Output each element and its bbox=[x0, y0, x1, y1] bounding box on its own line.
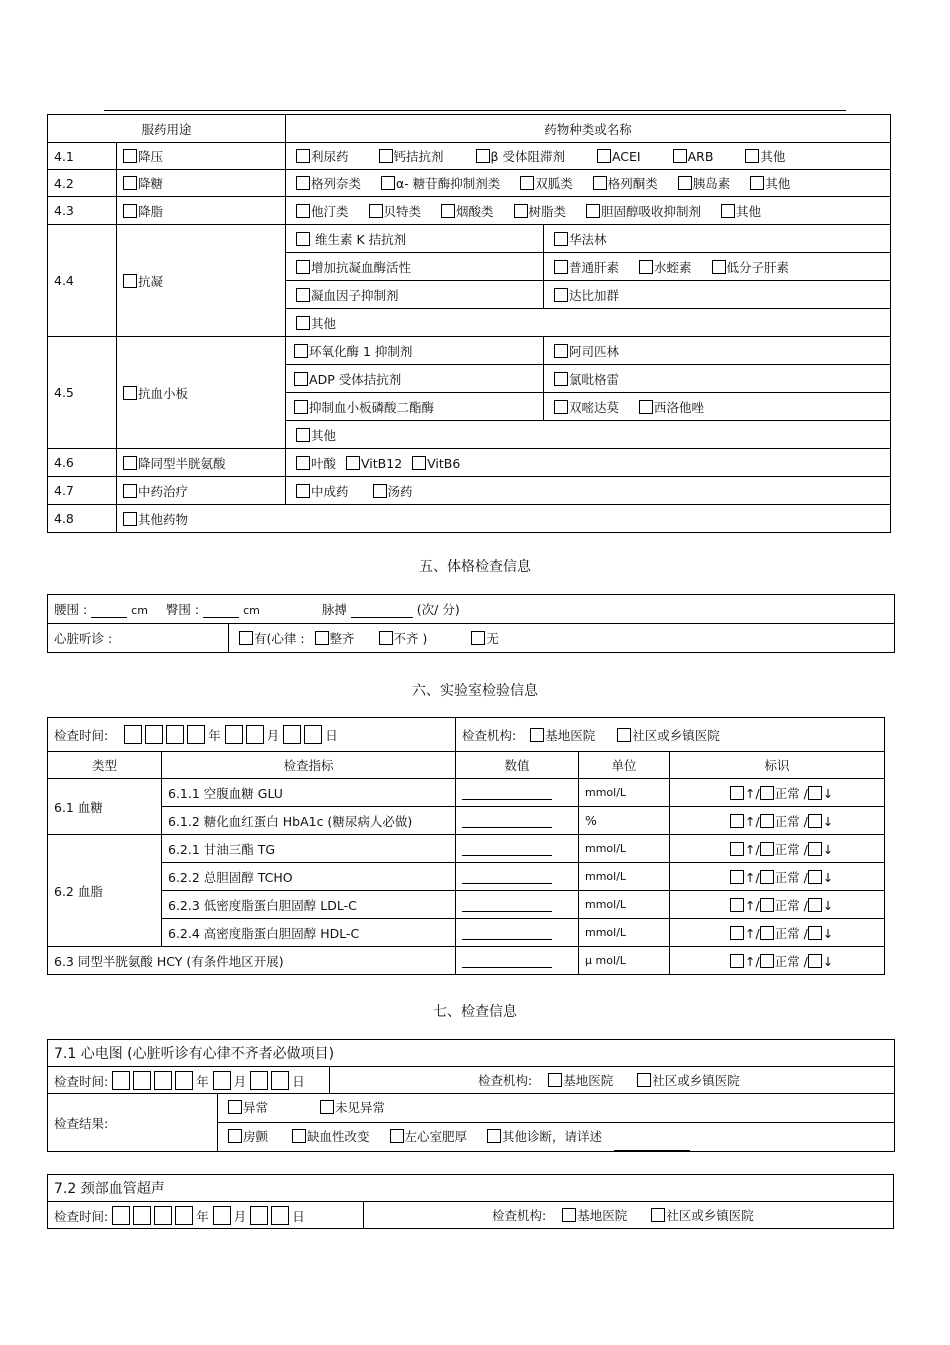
checkbox[interactable] bbox=[678, 176, 692, 190]
checkbox-up[interactable] bbox=[730, 954, 744, 968]
checkbox[interactable] bbox=[228, 1100, 242, 1114]
year-digit-box[interactable] bbox=[145, 725, 163, 744]
checkbox-normal[interactable] bbox=[760, 786, 774, 800]
day-digit-box[interactable] bbox=[304, 725, 322, 744]
checkbox[interactable] bbox=[296, 149, 310, 163]
option-dabigatran[interactable]: 达比加群 bbox=[544, 281, 891, 309]
option-dipyridamole[interactable]: 双嘧达莫 bbox=[554, 400, 619, 415]
checkbox-down[interactable] bbox=[808, 926, 822, 940]
checkbox[interactable] bbox=[123, 386, 137, 400]
result-row-2 bbox=[218, 1123, 894, 1151]
checkbox-normal[interactable] bbox=[760, 954, 774, 968]
option-vitb12[interactable]: VitB12 bbox=[346, 456, 402, 471]
option-aspirin[interactable]: 阿司匹林 bbox=[544, 337, 891, 365]
checkbox[interactable] bbox=[721, 204, 735, 218]
table-row bbox=[48, 919, 885, 947]
option-proprietary-tcm[interactable]: 中成药 bbox=[296, 484, 349, 499]
option-heparin[interactable]: 普通肝素 bbox=[554, 260, 619, 275]
checkbox[interactable] bbox=[296, 456, 310, 470]
option-warfarin[interactable]: 华法林 bbox=[544, 225, 891, 253]
options-cell bbox=[286, 143, 891, 170]
checkbox[interactable] bbox=[123, 512, 137, 526]
lab-time-cell: 检查时间: 年 月 日 bbox=[48, 718, 456, 752]
options-cell bbox=[286, 449, 891, 477]
org-label: 检查机构: bbox=[492, 1208, 547, 1223]
checkbox[interactable] bbox=[750, 176, 764, 190]
table-row bbox=[48, 779, 885, 807]
option-tzd[interactable]: 格列酮类 bbox=[593, 176, 658, 191]
row-no: 4.7 bbox=[48, 477, 117, 505]
option-folic-acid[interactable]: 叶酸 bbox=[296, 456, 336, 471]
checkbox[interactable] bbox=[562, 1208, 576, 1222]
year-digit-box[interactable] bbox=[133, 1206, 151, 1225]
checkbox[interactable] bbox=[530, 728, 544, 742]
options-cell bbox=[286, 477, 891, 505]
pulse-label: 脉搏 bbox=[321, 602, 347, 617]
year-digit-box[interactable] bbox=[175, 1206, 193, 1225]
value-cell[interactable] bbox=[456, 863, 579, 891]
checkbox-normal[interactable] bbox=[760, 870, 774, 884]
option-abnormal[interactable]: 异常 bbox=[228, 1100, 268, 1115]
checkbox-down[interactable] bbox=[808, 954, 822, 968]
option-ischemia[interactable]: 缺血性改变 bbox=[292, 1129, 370, 1144]
checkbox-up[interactable] bbox=[730, 898, 744, 912]
lab-org-cell bbox=[456, 718, 885, 752]
section-title-physical: 五、体格检查信息 bbox=[419, 559, 531, 575]
purpose-label: 降糖 bbox=[138, 176, 164, 191]
table-row bbox=[48, 170, 891, 197]
checkbox[interactable] bbox=[520, 176, 534, 190]
value-cell[interactable] bbox=[456, 919, 579, 947]
option-arb[interactable]: ARB bbox=[673, 149, 714, 164]
option-base-hospital[interactable]: 基地医院 bbox=[548, 1073, 613, 1088]
table-row bbox=[48, 835, 885, 863]
checkbox[interactable] bbox=[471, 631, 485, 645]
table-row bbox=[48, 891, 885, 919]
checkbox-up[interactable] bbox=[730, 842, 744, 856]
purpose-cell[interactable]: 其他药物 bbox=[117, 505, 891, 533]
option-biguanide[interactable]: 双胍类 bbox=[520, 176, 573, 191]
year-digit-box[interactable] bbox=[133, 1071, 151, 1090]
table-row bbox=[48, 197, 891, 225]
option-base-hospital[interactable]: 基地医院 bbox=[530, 728, 595, 743]
year-digit-box[interactable] bbox=[166, 725, 184, 744]
checkbox[interactable] bbox=[296, 484, 310, 498]
checkbox-down[interactable] bbox=[808, 814, 822, 828]
checkbox[interactable] bbox=[123, 274, 137, 288]
option-insulin[interactable]: 胰岛素 bbox=[678, 176, 731, 191]
month-digit-box[interactable] bbox=[213, 1206, 231, 1225]
checkbox[interactable] bbox=[617, 728, 631, 742]
value-input[interactable] bbox=[462, 939, 552, 940]
option-lvh[interactable]: 左心室肥厚 bbox=[390, 1129, 468, 1144]
row-no: 4.5 bbox=[48, 337, 117, 449]
value-input[interactable] bbox=[462, 799, 552, 800]
option-has[interactable]: 有(心律 : bbox=[239, 631, 305, 646]
unit: mmol/L bbox=[579, 863, 670, 891]
header-flag: 标识 bbox=[670, 752, 885, 779]
checkbox[interactable] bbox=[554, 260, 568, 274]
checkbox[interactable] bbox=[554, 344, 568, 358]
checkbox[interactable] bbox=[597, 149, 611, 163]
indicator: 6.2.1 甘油三酯 TG bbox=[162, 835, 456, 863]
checkbox[interactable] bbox=[239, 631, 253, 645]
value-input[interactable] bbox=[462, 827, 552, 828]
time-label: 检查时间: bbox=[54, 1208, 109, 1224]
checkbox[interactable] bbox=[379, 149, 393, 163]
ecg-result-label: 检查结果: bbox=[48, 1094, 218, 1152]
checkbox[interactable] bbox=[379, 631, 393, 645]
value-input[interactable] bbox=[462, 855, 552, 856]
option-adp[interactable]: ADP 受体拮抗剂 bbox=[286, 365, 544, 393]
option-community-hospital[interactable]: 社区或乡镇医院 bbox=[651, 1208, 754, 1223]
indicator: 6.2.4 高密度脂蛋白胆固醇 HDL-C bbox=[162, 919, 456, 947]
option-lmwh[interactable]: 低分子肝素 bbox=[712, 260, 790, 275]
checkbox[interactable] bbox=[346, 456, 360, 470]
value-cell[interactable] bbox=[456, 835, 579, 863]
checkbox-up[interactable] bbox=[730, 926, 744, 940]
physical-table bbox=[47, 594, 895, 653]
checkbox[interactable] bbox=[651, 1208, 665, 1222]
checkbox[interactable] bbox=[441, 204, 455, 218]
option-coag-factor[interactable]: 凝血因子抑制剂 bbox=[286, 281, 544, 309]
carotid-title: 7.2 颈部血管超声 bbox=[48, 1175, 894, 1202]
row-no: 4.4 bbox=[48, 225, 117, 337]
top-rule bbox=[104, 110, 846, 111]
checkbox[interactable] bbox=[554, 288, 568, 302]
org-label: 检查机构: bbox=[478, 1073, 533, 1088]
option-vitk[interactable]: 维生素 K 拮抗剂 bbox=[286, 225, 544, 253]
checkbox[interactable] bbox=[548, 1073, 562, 1087]
year-digit-box[interactable] bbox=[154, 1071, 172, 1090]
purpose-cell[interactable]: 抗血小板 bbox=[117, 337, 286, 449]
flag-cell: ↑/ 正常 / ↓ bbox=[670, 919, 885, 947]
checkbox-normal[interactable] bbox=[760, 814, 774, 828]
lab-table bbox=[47, 717, 885, 975]
indicator: 6.1.2 糖化血红蛋白 HbA1c (糖尿病人必做) bbox=[162, 807, 456, 835]
option-cilostazol[interactable]: 西洛他唑 bbox=[639, 400, 704, 415]
option-irregular[interactable]: 不齐 ) bbox=[379, 631, 428, 646]
option-other[interactable]: 其他 bbox=[286, 421, 891, 449]
option-antithrombin[interactable]: 增加抗凝血酶活性 bbox=[286, 253, 544, 281]
option-cox1[interactable]: 环氧化酶 1 抑制剂 bbox=[286, 337, 544, 365]
purpose-cell[interactable]: 降同型半胱氨酸 bbox=[117, 449, 286, 477]
checkbox[interactable] bbox=[294, 400, 308, 414]
checkbox[interactable] bbox=[296, 260, 310, 274]
org-label: 检查机构: bbox=[462, 727, 517, 743]
checkbox[interactable] bbox=[745, 149, 759, 163]
unit-label: cm bbox=[243, 604, 260, 617]
header-indicator: 检查指标 bbox=[162, 752, 456, 779]
value-cell[interactable] bbox=[456, 891, 579, 919]
option-glinide[interactable]: 格列奈类 bbox=[296, 176, 361, 191]
option-community-hospital[interactable]: 社区或乡镇医院 bbox=[617, 728, 720, 743]
month-digit-box[interactable] bbox=[246, 725, 264, 744]
flag-cell: ↑/ 正常 / ↓ bbox=[670, 891, 885, 919]
checkbox-down[interactable] bbox=[808, 786, 822, 800]
option-af[interactable]: 房颤 bbox=[228, 1129, 268, 1144]
measurements-row bbox=[48, 595, 895, 624]
purpose-label: 降脂 bbox=[138, 203, 164, 219]
section-title-lab: 六、实验室检验信息 bbox=[412, 683, 538, 699]
checkbox[interactable] bbox=[296, 288, 310, 302]
purpose-cell[interactable] bbox=[117, 143, 286, 170]
pulse-unit: (次/ 分) bbox=[416, 602, 460, 617]
carotid-org-cell bbox=[364, 1202, 894, 1229]
indicator: 6.2.2 总胆固醇 TCHO bbox=[162, 863, 456, 891]
table-row bbox=[48, 807, 885, 835]
row-no: 4.2 bbox=[48, 170, 117, 197]
checkbox-normal[interactable] bbox=[760, 898, 774, 912]
option-acei[interactable]: ACEI bbox=[597, 149, 641, 164]
checkbox[interactable] bbox=[637, 1073, 651, 1087]
checkbox[interactable] bbox=[369, 204, 383, 218]
ecg-time-cell: 检查时间: 年 月 日 bbox=[48, 1067, 330, 1094]
year-digit-box[interactable] bbox=[175, 1071, 193, 1090]
option-niacin[interactable]: 烟酸类 bbox=[441, 204, 494, 219]
checkbox-up[interactable] bbox=[730, 814, 744, 828]
value-cell[interactable] bbox=[456, 807, 579, 835]
ecg-title: 7.1 心电图 (心脏听诊有心律不齐者必做项目) bbox=[48, 1040, 895, 1067]
option-other[interactable]: 其他 bbox=[750, 176, 790, 191]
flag-cell: ↑/ 正常 / ↓ bbox=[670, 807, 885, 835]
checkbox-down[interactable] bbox=[808, 842, 822, 856]
checkbox-normal[interactable] bbox=[760, 842, 774, 856]
flag-cell: ↑/ 正常 / ↓ bbox=[670, 835, 885, 863]
year-digit-box[interactable] bbox=[112, 1206, 130, 1225]
checkbox[interactable] bbox=[123, 456, 137, 470]
flag-cell: ↑/ 正常 / ↓ bbox=[670, 947, 885, 975]
option-pde[interactable]: 抑制血小板磷酸二酯酶 bbox=[286, 393, 544, 421]
header-value: 数值 bbox=[456, 752, 579, 779]
pde-options bbox=[544, 393, 891, 421]
table-row bbox=[48, 477, 891, 505]
unit-label: cm bbox=[131, 604, 148, 617]
year-digit-box[interactable] bbox=[112, 1071, 130, 1090]
checkbox[interactable] bbox=[673, 149, 687, 163]
carotid-time-cell: 检查时间: 年 月 日 bbox=[48, 1202, 364, 1229]
day-digit-box[interactable] bbox=[250, 1206, 268, 1225]
day-digit-box[interactable] bbox=[283, 725, 301, 744]
checkbox[interactable] bbox=[123, 204, 137, 218]
group-lipids: 6.2 血脂 bbox=[48, 835, 162, 947]
options-cell bbox=[286, 197, 891, 225]
other-detail-input[interactable] bbox=[614, 1150, 690, 1151]
table-row bbox=[48, 225, 891, 253]
table-row bbox=[48, 449, 891, 477]
unit: mmol/L bbox=[579, 891, 670, 919]
flag-cell: ↑/ 正常 / ↓ bbox=[670, 863, 885, 891]
unit: % bbox=[579, 807, 670, 835]
year-digit-box[interactable] bbox=[187, 725, 205, 744]
table-row bbox=[48, 947, 885, 975]
header-types: 药物种类或名称 bbox=[286, 115, 891, 143]
table-row bbox=[48, 337, 891, 365]
checkbox[interactable] bbox=[554, 372, 568, 386]
purpose-cell[interactable] bbox=[117, 197, 286, 225]
checkbox[interactable] bbox=[315, 631, 329, 645]
carotid-table bbox=[47, 1174, 894, 1229]
checkbox[interactable] bbox=[294, 372, 308, 386]
day-digit-box[interactable] bbox=[271, 1071, 289, 1090]
value-input[interactable] bbox=[462, 883, 552, 884]
checkbox[interactable] bbox=[476, 149, 490, 163]
ecg-table bbox=[47, 1039, 895, 1152]
option-beta-blocker[interactable]: β 受体阻滞剂 bbox=[476, 149, 565, 164]
checkbox[interactable] bbox=[296, 428, 310, 442]
indicator: 6.1.1 空腹血糖 GLU bbox=[162, 779, 456, 807]
ecg-org-cell bbox=[330, 1067, 895, 1094]
unit: mmol/L bbox=[579, 919, 670, 947]
checkbox[interactable] bbox=[712, 260, 726, 274]
checkbox[interactable] bbox=[294, 344, 308, 358]
month-digit-box[interactable] bbox=[213, 1071, 231, 1090]
hip-label: 臀围 : bbox=[165, 602, 200, 617]
option-none[interactable]: 无 bbox=[471, 631, 499, 646]
heart-label: 心脏听诊 : bbox=[48, 624, 229, 653]
options-cell bbox=[286, 170, 891, 197]
checkbox[interactable] bbox=[639, 400, 653, 414]
unit: μ mol/L bbox=[579, 947, 670, 975]
option-decoction[interactable]: 汤药 bbox=[373, 484, 413, 499]
time-label: 检查时间: bbox=[54, 1073, 109, 1089]
option-resin[interactable]: 树脂类 bbox=[514, 204, 567, 219]
checkbox[interactable] bbox=[514, 204, 528, 218]
checkbox[interactable] bbox=[296, 176, 310, 190]
result-row-1 bbox=[218, 1094, 894, 1123]
checkbox[interactable] bbox=[123, 176, 137, 190]
option-regular[interactable]: 整齐 bbox=[315, 631, 355, 646]
checkbox[interactable] bbox=[586, 204, 600, 218]
option-statin[interactable]: 他汀类 bbox=[296, 204, 349, 219]
row-no: 4.1 bbox=[48, 143, 117, 170]
row-no: 4.8 bbox=[48, 505, 117, 533]
checkbox[interactable] bbox=[487, 1129, 501, 1143]
checkbox-up[interactable] bbox=[730, 786, 744, 800]
option-clopidogrel[interactable]: 氯吡格雷 bbox=[544, 365, 891, 393]
waist-label: 腰围 : bbox=[54, 602, 88, 617]
year-digit-box[interactable] bbox=[154, 1206, 172, 1225]
checkbox[interactable] bbox=[390, 1129, 404, 1143]
time-label: 检查时间: bbox=[54, 728, 109, 743]
value-cell[interactable] bbox=[456, 779, 579, 807]
indicator: 6.2.3 低密度脂蛋白胆固醇 LDL-C bbox=[162, 891, 456, 919]
day-digit-box[interactable] bbox=[271, 1206, 289, 1225]
heart-options bbox=[229, 624, 895, 653]
purpose-cell[interactable] bbox=[117, 170, 286, 197]
day-digit-box[interactable] bbox=[250, 1071, 268, 1090]
header-unit: 单位 bbox=[579, 752, 670, 779]
checkbox[interactable] bbox=[123, 484, 137, 498]
checkbox[interactable] bbox=[554, 232, 568, 246]
header-purpose: 服药用途 bbox=[48, 115, 286, 143]
hip-input[interactable] bbox=[203, 617, 239, 618]
option-base-hospital[interactable]: 基地医院 bbox=[562, 1208, 627, 1223]
option-fibrate[interactable]: 贝特类 bbox=[369, 204, 422, 219]
purpose-cell[interactable]: 中药治疗 bbox=[117, 477, 286, 505]
row-no: 4.6 bbox=[48, 449, 117, 477]
heparin-options bbox=[544, 253, 891, 281]
checkbox[interactable] bbox=[593, 176, 607, 190]
table-row bbox=[48, 505, 891, 533]
checkbox[interactable] bbox=[373, 484, 387, 498]
checkbox[interactable] bbox=[554, 400, 568, 414]
ecg-result-cell bbox=[218, 1094, 895, 1152]
value-input[interactable] bbox=[462, 911, 552, 912]
option-other[interactable]: 其他 bbox=[721, 204, 761, 219]
row-no: 4.3 bbox=[48, 197, 117, 225]
header-type: 类型 bbox=[48, 752, 162, 779]
option-community-hospital[interactable]: 社区或乡镇医院 bbox=[637, 1073, 740, 1088]
purpose-cell[interactable]: 抗凝 bbox=[117, 225, 286, 337]
pulse-input[interactable] bbox=[351, 617, 413, 618]
checkbox[interactable] bbox=[381, 176, 395, 190]
unit: mmol/L bbox=[579, 835, 670, 863]
medication-table bbox=[47, 114, 891, 533]
purpose-label: 降压 bbox=[138, 149, 164, 164]
checkbox[interactable] bbox=[296, 232, 310, 246]
waist-input[interactable] bbox=[91, 617, 127, 618]
checkbox-down[interactable] bbox=[808, 870, 822, 884]
flag-cell: ↑/ 正常 / ↓ bbox=[670, 779, 885, 807]
checkbox[interactable] bbox=[320, 1100, 334, 1114]
year-digit-box[interactable] bbox=[124, 725, 142, 744]
table-row bbox=[48, 143, 891, 170]
checkbox-normal[interactable] bbox=[760, 926, 774, 940]
value-input[interactable] bbox=[462, 967, 552, 968]
option-cholesterol-absorption[interactable]: 胆固醇吸收抑制剂 bbox=[586, 204, 701, 219]
checkbox[interactable] bbox=[123, 149, 137, 163]
checkbox[interactable] bbox=[639, 260, 653, 274]
option-diuretic[interactable]: 利尿药 bbox=[296, 149, 349, 164]
month-digit-box[interactable] bbox=[225, 725, 243, 744]
indicator: 6.3 同型半胱氨酸 HCY (有条件地区开展) bbox=[48, 947, 456, 975]
option-other[interactable]: 其他 bbox=[745, 149, 785, 164]
option-vitb6[interactable]: VitB6 bbox=[412, 456, 460, 471]
option-normal[interactable]: 未见异常 bbox=[320, 1100, 385, 1115]
checkbox[interactable] bbox=[296, 204, 310, 218]
checkbox-up[interactable] bbox=[730, 870, 744, 884]
option-other[interactable]: 其他 bbox=[286, 309, 891, 337]
option-other[interactable]: 其他诊断，请详述 bbox=[487, 1129, 602, 1144]
checkbox-down[interactable] bbox=[808, 898, 822, 912]
checkbox[interactable] bbox=[296, 316, 310, 330]
unit: mmol/L bbox=[579, 779, 670, 807]
value-cell[interactable] bbox=[456, 947, 579, 975]
section-title-exam: 七、检查信息 bbox=[433, 1004, 517, 1020]
checkbox[interactable] bbox=[292, 1129, 306, 1143]
group-glucose: 6.1 血糖 bbox=[48, 779, 162, 835]
option-ccb[interactable]: 钙拮抗剂 bbox=[379, 149, 444, 164]
option-agi[interactable]: α- 糖苷酶抑制剂类 bbox=[381, 176, 500, 191]
checkbox[interactable] bbox=[412, 456, 426, 470]
option-hirudin[interactable]: 水蛭素 bbox=[639, 260, 692, 275]
checkbox[interactable] bbox=[228, 1129, 242, 1143]
table-row bbox=[48, 863, 885, 891]
